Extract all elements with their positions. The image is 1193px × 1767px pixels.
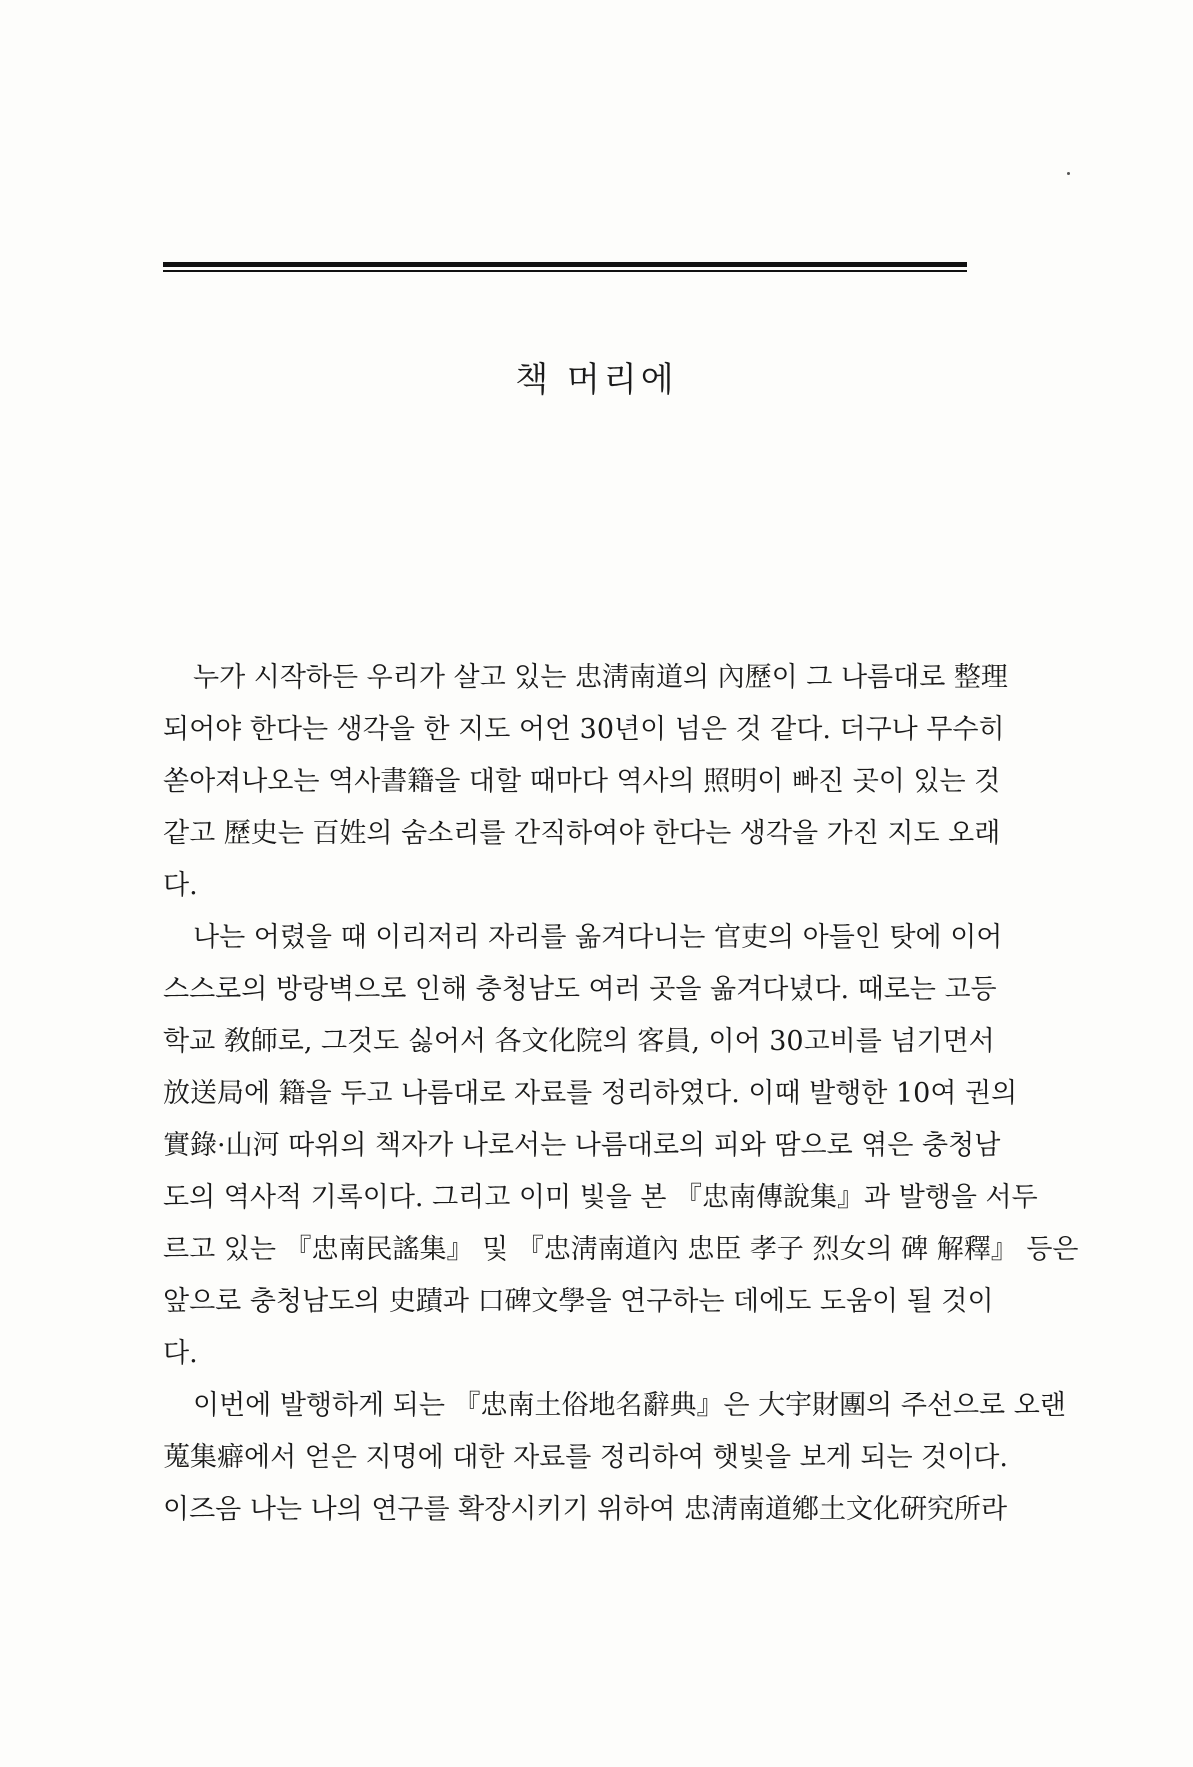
paragraph-3-line-1: 이번에 발행하게 되는 『忠南土俗地名辭典』은 大宇財團의 주선으로 오랜 (193, 1390, 1066, 1421)
paragraph-2-line-1: 나는 어렸을 때 이리저리 자리를 옮겨다니는 官吏의 아들인 탓에 이어 (193, 922, 1003, 953)
paragraph-3-line-2: 蒐集癖에서 얻은 지명에 대한 자료를 정리하여 햇빛을 보게 되는 것이다. (163, 1442, 1008, 1473)
paragraph-1-line-5: 다. (163, 870, 198, 901)
paragraph-2-line-9: 다. (163, 1338, 198, 1369)
paragraph-1-line-2: 되어야 한다는 생각을 한 지도 어언 30년이 넘은 것 같다. 더구나 무수히 (163, 714, 1005, 745)
paragraph-2-line-4: 放送局에 籍을 두고 나름대로 자료를 정리하였다. 이때 발행한 10여 권의 (163, 1078, 1018, 1109)
paragraph-3-line-3: 이즈음 나는 나의 연구를 확장시키기 위하여 忠淸南道鄕土文化硏究所라 (163, 1494, 1008, 1525)
header-rule-thick (163, 262, 967, 267)
page-speck (1067, 172, 1070, 175)
header-rule-thin (163, 270, 967, 272)
paragraph-1-line-4: 같고 歷史는 百姓의 숨소리를 간직하여야 한다는 생각을 가진 지도 오래 (163, 818, 1001, 849)
page-title: 책 머리에 (515, 360, 678, 400)
paragraph-1-line-1: 누가 시작하든 우리가 살고 있는 忠淸南道의 內歷이 그 나름대로 整理 (193, 662, 1008, 693)
paragraph-2-line-5: 實錄·山河 따위의 책자가 나로서는 나름대로의 피와 땀으로 엮은 충청남 (163, 1130, 1001, 1161)
paragraph-2-line-3: 학교 敎師로, 그것도 싫어서 各文化院의 客員, 이어 30고비를 넘기면서 (163, 1026, 995, 1057)
paragraph-1-line-3: 쏟아져나오는 역사書籍을 대할 때마다 역사의 照明이 빠진 곳이 있는 것 (163, 766, 1001, 797)
paragraph-2-line-2: 스스로의 방랑벽으로 인해 충청남도 여러 곳을 옮겨다녔다. 때로는 고등 (163, 974, 997, 1005)
paragraph-2-line-8: 앞으로 충청남도의 史蹟과 口碑文學을 연구하는 데에도 도움이 될 것이 (163, 1286, 994, 1317)
paragraph-2-line-7: 르고 있는 『忠南民謠集』 및 『忠淸南道內 忠臣 孝子 烈女의 碑 解釋』 등은 (163, 1234, 1079, 1265)
paragraph-2-line-6: 도의 역사적 기록이다. 그리고 이미 빛을 본 『忠南傳說集』과 발행을 서두 (163, 1182, 1038, 1213)
body-text (163, 652, 1079, 1536)
